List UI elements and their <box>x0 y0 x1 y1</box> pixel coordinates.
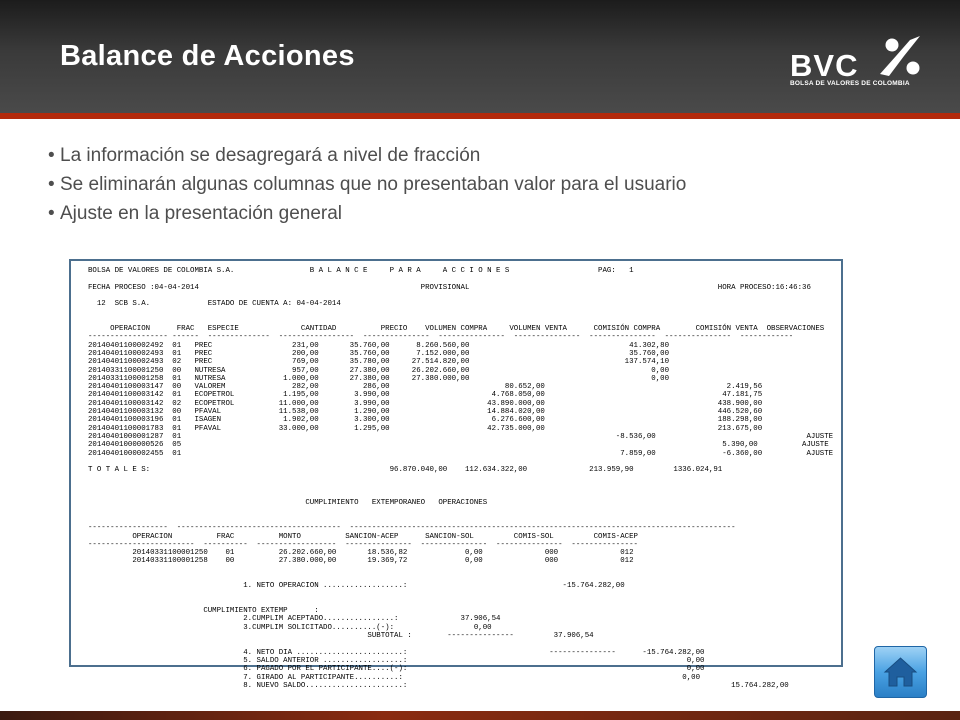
report-line <box>88 458 833 466</box>
report-line: 20140331100001250 01 26.202.660,00 18.536,82 0,00 000 012 <box>88 549 634 558</box>
report-line: FECHA PROCESO :04-04-2014 PROVISIONAL HORA PROCESO:16:46:36 <box>88 283 811 292</box>
report-line: 3.CUMPLIM SOLICITADO..........(-): 0,00 <box>88 623 492 632</box>
report-line <box>88 566 833 574</box>
bullet-item <box>48 141 686 170</box>
report-line: 20140401100003142 01 ECOPETROL 1.195,00 3.990,00 4.768.050,00 47.181,75 <box>88 391 763 400</box>
report-line <box>88 292 833 300</box>
report-line: 20140401100003196 01 ISAGEN 1.902,00 3.300,00 6.276.600,00 188.298,00 <box>88 416 763 425</box>
report-line <box>88 599 833 607</box>
report-line: 20140331100001250 00 NUTRESA 957,00 27.380,00 26.202.660,00 0,00 <box>88 366 669 375</box>
report-line: 7. GIRADO AL PARTICIPANTE..........: 0,00 <box>88 673 701 682</box>
header-accent-stripe <box>0 113 960 119</box>
report-line: 8. NUEVO SALDO......................: 15.764.282,00 <box>88 681 789 690</box>
report-line <box>88 591 833 599</box>
bullet-dot-icon: • <box>48 203 55 224</box>
report-line: 20140401100002493 02 PREC 769,00 35.780,00 27.514.820,00 137.574,10 <box>88 358 669 367</box>
logo-subtitle: BOLSA DE VALORES DE COLOMBIA <box>790 80 910 87</box>
report-line: CUMPLIMIENTO EXTEMPORANEO OPERACIONES <box>88 499 488 508</box>
slide-title: Balance de Acciones <box>60 40 355 72</box>
balance-report <box>88 267 833 690</box>
bullet-text: Ajuste en la presentación general <box>60 203 343 224</box>
report-line: OPERACION FRAC ESPECIE CANTIDAD PRECIO VOLUMEN COMPRA VOLUMEN VENTA COMISIÓN COMPRA COMISIÓN VENTA OBSERVACIONES <box>88 325 825 334</box>
report-line: 20140401100003147 00 VALOREM 282,00 286,00 80.652,00 2.419,56 <box>88 383 763 392</box>
report-line <box>88 275 833 283</box>
bullet-dot-icon: • <box>48 145 55 166</box>
report-line: 20140401100001783 01 PFAVAL 33.000,00 1.295,00 42.735.000,00 213.675,00 <box>88 424 763 433</box>
report-line <box>88 574 833 582</box>
home-icon <box>875 647 926 697</box>
report-line <box>88 640 833 648</box>
bullet-dot-icon: • <box>48 174 55 195</box>
report-line: 20140401100002492 01 PREC 231,00 35.760,00 8.260.560,00 41.302,80 <box>88 341 669 350</box>
home-button[interactable] <box>874 646 927 698</box>
footer-bar <box>0 711 960 720</box>
report-line <box>88 508 833 516</box>
report-line <box>88 317 833 325</box>
report-line: 20140401100002493 01 PREC 200,00 35.760,00 7.152.000,00 35.760,00 <box>88 349 669 358</box>
report-line <box>88 308 833 316</box>
report-line: 5. SALDO ANTERIOR ..................: 0,00 <box>88 656 705 665</box>
report-line: OPERACION FRAC MONTO SANCION-ACEP SANCION-SOL COMIS-SOL COMIS-ACEP <box>88 532 638 541</box>
report-line: CUMPLIMIENTO EXTEMP : <box>88 607 319 616</box>
report-line: 12 SCB S.A. ESTADO DE CUENTA A: 04-04-2014 <box>88 300 341 309</box>
bullet-item <box>48 170 686 199</box>
report-line: 20140331100001258 01 NUTRESA 1.000,00 27.380,00 27.380.000,00 0,00 <box>88 374 669 383</box>
report-line: 4. NETO DIA ........................: --------------- -15.764.282,00 <box>88 648 705 657</box>
report-line: 20140401000000526 05 5.390,00 AJUSTE <box>88 441 829 450</box>
report-line <box>88 483 833 491</box>
report-line <box>88 474 833 482</box>
bullet-text: Se eliminarán algunas columnas que no presentaban valor para el usuario <box>60 174 687 195</box>
report-line: 20140331100001258 00 27.380.000,00 19.369,72 0,00 000 012 <box>88 557 634 566</box>
report-line: 20140401100003142 02 ECOPETROL 11.000,00 3.990,00 43.890.000,00 438.900,00 <box>88 399 763 408</box>
report-line: ------------------------ ---------- ------------------ --------------- --------------- --------------- --------------- <box>88 540 638 549</box>
report-line: 1. NETO OPERACION ..................: -15.764.282,00 <box>88 582 625 591</box>
report-line: ------------------ ------------------------------------- --------------------------------------------------------------------------------------- <box>88 524 736 533</box>
bvc-logo-text: BVC <box>790 48 859 83</box>
report-line: 6. PAGADO POR EL PARTICIPANTE....(-): 0,00 <box>88 665 705 674</box>
bullet-text: La información se desagregará a nivel de fracción <box>60 145 481 166</box>
report-line: ------------------ ------ -------------- ----------------- --------------- --------------- --------------- --------------- --------------- ------------ <box>88 333 794 342</box>
report-line: 20140401000002455 01 7.859,00 -6.360,00 AJUSTE <box>88 449 834 458</box>
bvc-logo-icon <box>788 30 928 100</box>
report-line <box>88 516 833 524</box>
report-line: T O T A L E S: 96.870.040,00 112.634.322,00 213.959,90 1336.024,91 <box>88 466 723 475</box>
report-line: BOLSA DE VALORES DE COLOMBIA S.A. B A L A N C E P A R A A C C I O N E S PAG: 1 <box>88 267 634 275</box>
report-line: SUBTOTAL : --------------- 37.906,54 <box>88 632 594 641</box>
report-line: 20140401000001287 01 -8.536,00 AJUSTE <box>88 432 834 441</box>
bullet-item <box>48 199 686 228</box>
report-line: 2.CUMPLIM ACEPTADO................: 37.906,54 <box>88 615 501 624</box>
bullet-list <box>48 141 686 228</box>
report-line <box>88 491 833 499</box>
report-line: 20140401100003132 00 PFAVAL 11.538,00 1.290,00 14.884.020,00 446.520,60 <box>88 408 763 417</box>
